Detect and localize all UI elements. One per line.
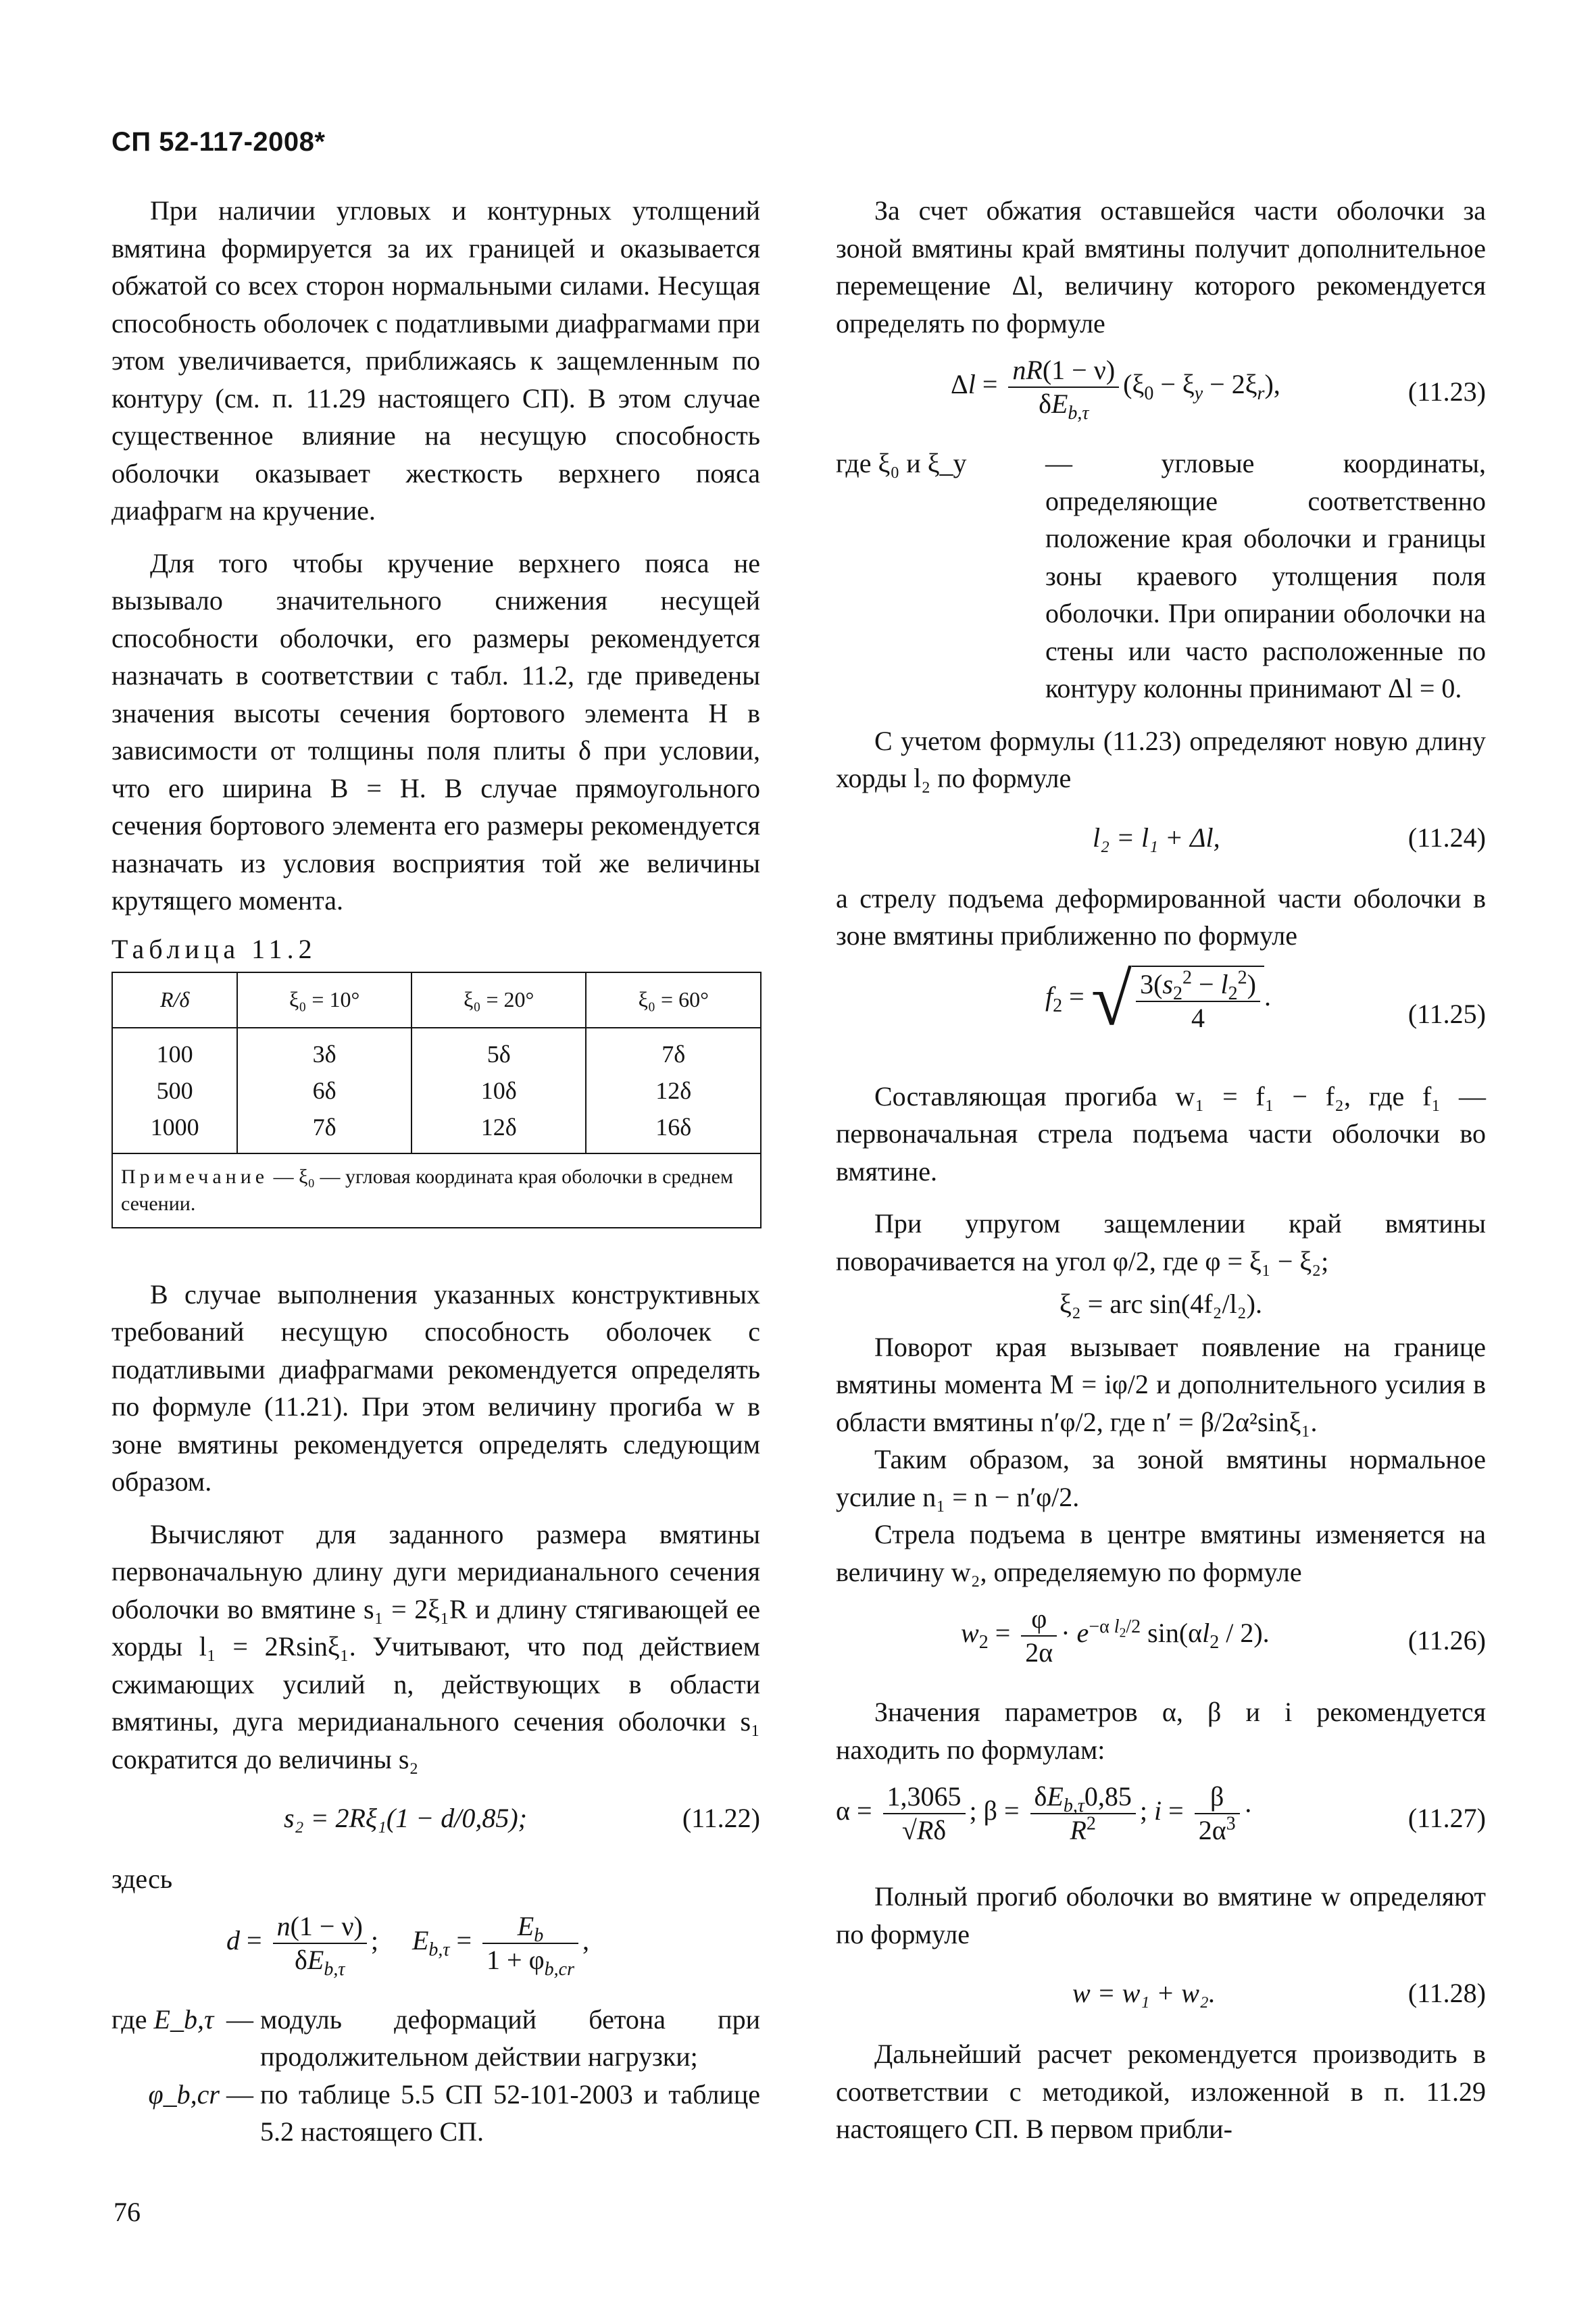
paragraph: Поворот края вызывает появление на границе вмятины момента M = iφ/2 и дополнительного усилия в области вмятины n′φ/2, где n′ = β/2α²sinξ₁. [836, 1331, 1486, 1437]
page-header-code: СП 52-117-2008* [111, 127, 326, 157]
formula-expression: $w_2$ = $\frac{\varphi}{2\alpha}$ · $e^{-\alpha l_2/2}$ $\sin(\alpha l_2 / 2)$. [961, 1603, 1270, 1668]
definition-dash: — [226, 2078, 253, 2110]
table-cell: 100 [112, 1028, 237, 1072]
table-row [112, 1028, 761, 1072]
formula-11-27 [836, 1779, 1486, 1867]
formula-expression: Δl = $\frac{nR(1 - \nu)}{\delta E_{b,\tau}}$ $(\xi_0 - \xi_y - 2\xi_r)$, [951, 355, 1280, 424]
definition-row [111, 2001, 760, 2076]
formula-11-23 [836, 353, 1486, 434]
where-text: — угловые координаты, определяющие соответственно положение края оболочки и границы зоны краевого утолщения поля оболочки. При опирании оболочки на стены или часто расположенные по контуру колонны принимают Δl = 0. [1045, 448, 1486, 703]
table-cell: 16δ [586, 1109, 761, 1153]
table-cell: 500 [112, 1072, 237, 1109]
paragraph: За счет обжатия оставшейся части оболочки за зоной вмятины край вмятины получит дополнительное перемещение Δl, величину которого рекомендуется определять по формуле [836, 195, 1486, 339]
paragraph: а стрелу подъема деформированной части оболочки в зоне вмятины приближенно по формуле [836, 882, 1486, 951]
table-cell: 10δ [412, 1072, 587, 1109]
formula-11-25 [836, 957, 1486, 1067]
paragraph: Стрела подъема в центре вмятины изменяется на величину w₂, определяемую по формуле [836, 1519, 1486, 1587]
table-row [112, 1109, 761, 1153]
paragraph: С учетом формулы (11.23) определяют новую длину хорды l₂ по формуле [836, 725, 1486, 793]
paragraph: Для того чтобы кручение верхнего пояса не вызывало значительного снижения несущей способности оболочки, его размеры рекомендуется назначать в соответствии с табл. 11.2, где приведены значения высоты сечения бортового элемента H в зависимости от толщины поля плиты δ при условии, что его ширина B = H. В случае прямоугольного сечения бортового элемента его размеры рекомендуется назначать из условия восприятия той же величины крутящего момента. [111, 547, 760, 916]
formula-expression: d = $\frac{n(1 - \nu)}{\delta E_{b,\tau}}$ ; $E_{b,\tau}$ = $\frac{E_b}{1 + \varphi_{b,cr}}$ , [226, 1910, 589, 1980]
table-row [112, 1072, 761, 1109]
where-block [836, 445, 1486, 707]
table-cell: 12δ [412, 1109, 587, 1153]
paragraph: При упругом защемлении край вмятины поворачивается на угол φ/2, где φ = ξ₁ − ξ₂; [836, 1208, 1486, 1276]
paragraph: При наличии угловых и контурных утолщений вмятина формируется за их границей и оказывается обжатой со всех сторон нормальными силами. Несущая способность оболочек с податливыми диафрагмами при этом увеличивается, приближаясь к защемленным по контуру (см. п. 11.29 настоящего СП). В этом случае существенное влияние на несущую способность оболочки оказывает жесткость верхнего пояса диафрагм на кручение. [111, 195, 760, 526]
table-cell: 6δ [237, 1072, 412, 1109]
paragraph: Составляющая прогиба w₁ = f₁ − f₂, где f₁ — первоначальная стрела подъема части оболочки во вмятине. [836, 1080, 1486, 1187]
table-note [112, 1153, 761, 1228]
formula-11-24 [836, 808, 1486, 869]
formula-xi2: ξ₂ = arc sin(4f₂/l₂). [1059, 1289, 1262, 1319]
formula-number: (11.25) [1407, 998, 1486, 1029]
table-note-label: Примечание [121, 1165, 269, 1188]
definition-text: модуль деформаций бетона при продолжительном действии нагрузки; [260, 2003, 760, 2072]
definition-symbol: φ_b,cr [148, 2078, 220, 2110]
right-column [836, 192, 1486, 2148]
table-cell: 5δ [412, 1028, 587, 1072]
formula-number: (11.28) [1407, 1978, 1486, 2008]
table-cell: 7δ [586, 1028, 761, 1072]
table-header: ξ₀ = 20° [412, 972, 587, 1028]
table-11-2 [111, 972, 762, 1228]
table-note-row [112, 1153, 761, 1228]
paragraph: В случае выполнения указанных конструктивных требований несущую способность оболочек с податливыми диафрагмами рекомендуется определять по формуле (11.21). При этом величину прогиба w в зоне вмятины рекомендуется определять следующим образом. [111, 1278, 760, 1497]
definition-dash: — [226, 2003, 253, 2035]
definition-text: по таблице 5.5 СП 52-101-2003 и таблице 5.2 настоящего СП. [260, 2078, 760, 2147]
formula-11-28 [836, 1964, 1486, 2024]
paragraph: здесь [111, 1864, 173, 1894]
table-cell: 7δ [237, 1109, 412, 1153]
where-lead: где ξ₀ и ξ_y [836, 448, 967, 478]
table-cell: 1000 [112, 1109, 237, 1153]
paragraph: Таким образом, за зоной вмятины нормальное усилие n₁ = n − n′φ/2. [836, 1444, 1486, 1512]
formula-expression: l₂ = l₁ + Δl, [1093, 822, 1220, 853]
table-cell: 3δ [237, 1028, 412, 1072]
definition-where: где [111, 2003, 147, 2035]
formula-number: (11.22) [682, 1803, 760, 1833]
paragraph: Значения параметров α, β и i рекомендуется находить по формулам: [836, 1697, 1486, 1765]
page-number: 76 [114, 2197, 141, 2227]
formula-expression: w = w₁ + w₂. [1072, 1978, 1216, 2008]
definitions [111, 2001, 760, 2151]
formula-number: (11.26) [1407, 1625, 1486, 1656]
formula-expression: α = $\frac{1,3065}{√R\delta}$ ; β = $\frac{\delta E_{b,\tau}0,85}{R^2}$ ; i = $\frac{\beta}{2\alpha^3}$ · [836, 1781, 1253, 1845]
table-header: ξ₀ = 60° [586, 972, 761, 1028]
paragraph: Вычисляют для заданного размера вмятины первоначальную длину дуги меридианального сечения оболочки во вмятине s₁ = 2ξ₁R и длину стягивающей ее хорды l₁ = 2Rsinξ₁. Учитывают, что под действием сжимающих усилий n, действующих в области вмятины, дуга меридианального сечения оболочки s₁ сократится до величины s₂ [111, 1518, 760, 1774]
table-header: ξ₀ = 10° [237, 972, 412, 1028]
definition-row [111, 2076, 760, 2151]
formula-expression: $f_2$ = √ $\frac{3(s_2^2 - l_2^2)}{4}$ . [1045, 957, 1271, 1041]
left-column [111, 192, 760, 2151]
table-cell: 12δ [586, 1072, 761, 1109]
paragraph: Полный прогиб оболочки во вмятине w определяют по формуле [836, 1881, 1486, 1949]
table-note-text: — ξ₀ — угловая координата края оболочки в среднем сечении. [121, 1165, 733, 1215]
formula-expression: s₂ = 2Rξ₁(1 − d/0,85); [284, 1803, 527, 1833]
formula-number: (11.27) [1407, 1803, 1486, 1833]
definition-symbol: где E_b,τ [111, 2003, 214, 2035]
formula-number: (11.23) [1407, 376, 1486, 407]
formula-d-eb [111, 1909, 760, 1990]
formula-11-26 [836, 1601, 1486, 1683]
formula-number: (11.24) [1407, 822, 1486, 853]
paragraph: Дальнейший расчет рекомендуется производить в соответствии с методикой, изложенной в п. 11.29 настоящего СП. В первом прибли- [836, 2039, 1486, 2144]
table-caption: Таблица 11.2 [111, 933, 317, 964]
formula-11-22 [111, 1789, 760, 1849]
table-header: R/δ [112, 972, 237, 1028]
